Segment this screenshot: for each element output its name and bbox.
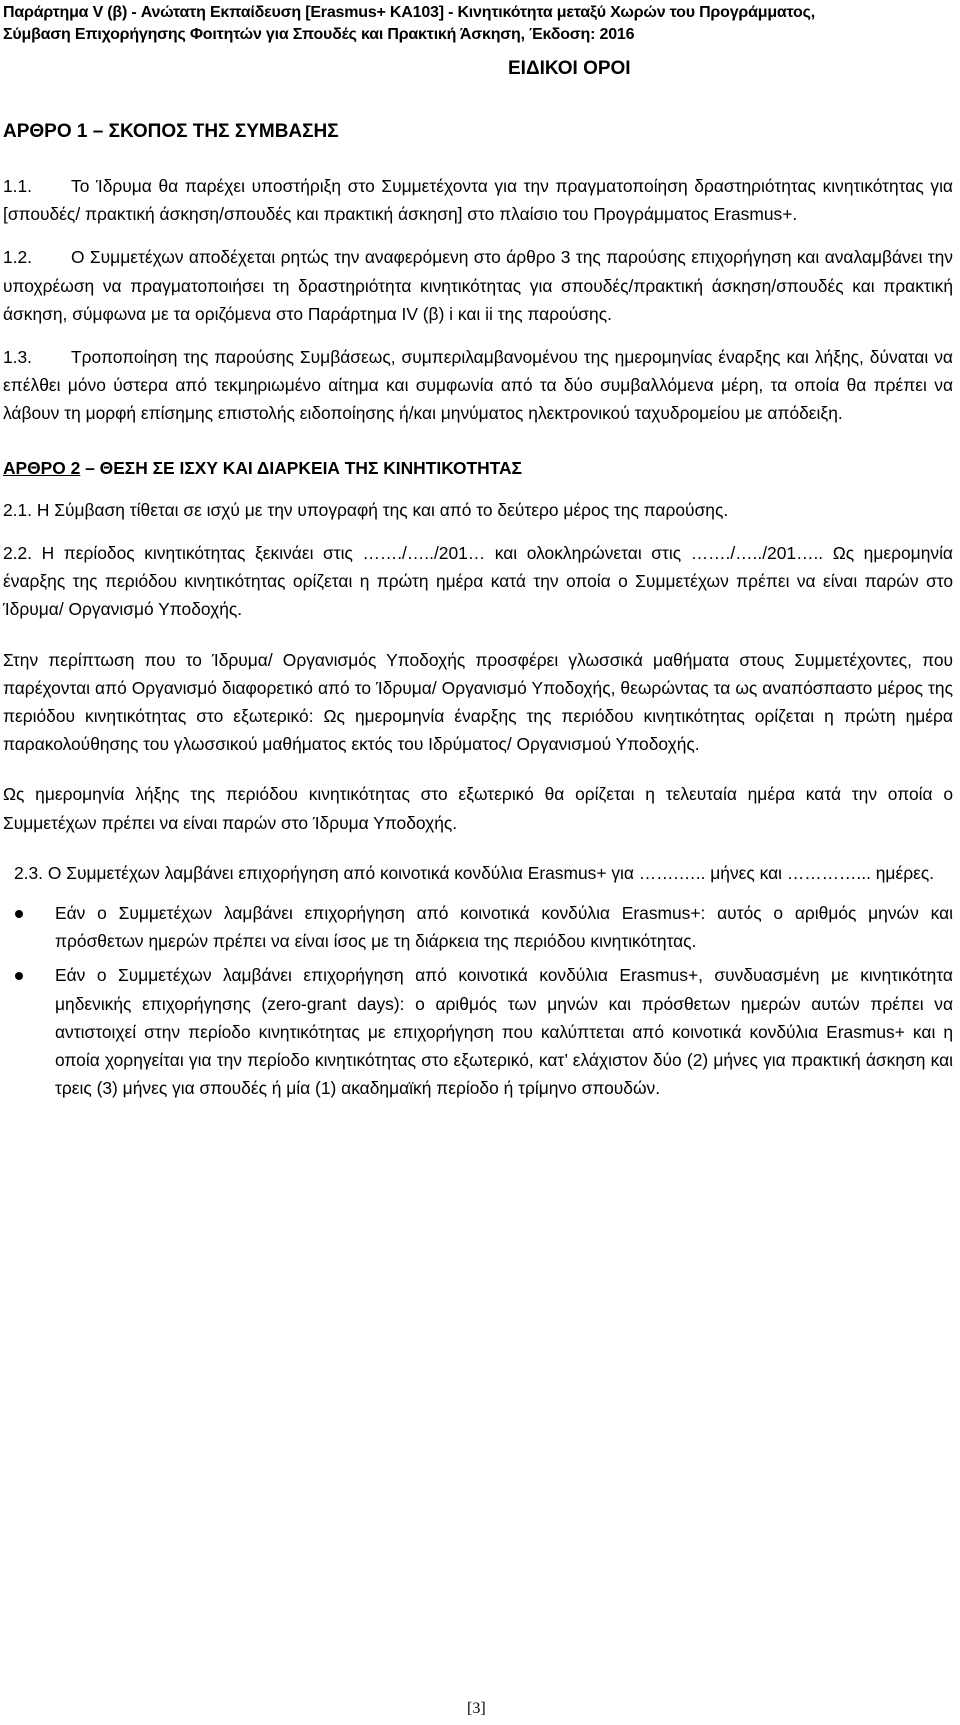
article-2-title: [3, 454, 953, 482]
clause-2-2: 2.2. Η περίοδος κινητικότητας ξεκινάει στις ……./…../201… και ολοκληρώνεται στις ……./…../201….. Ως ημερομηνία έναρξης της περιόδου κινητικότητας ορίζεται η πρώτη ημέρα κατά την οποία ο Συμμετέχων πρέπει να είναι παρών στο Ίδρυμα/ Οργανισμό Υποδοχής.: [3, 543, 953, 620]
clause-text: Ο Συμμετέχων αποδέχεται ρητώς την αναφερόμενη στο άρθρο 3 της παρούσης επιχορήγηση και αναλαμβάνει την υποχρέωση να πραγματοποιήσει τη δραστηριότητα κινητικότητας για σπουδές/πρακτική άσκηση/σπουδές και πρακτική άσκηση, σύμφωνα με τα οριζόμενα στο Παράρτημα IV (β) i και ii της παρούσης.: [3, 247, 953, 324]
article-1-title: ΑΡΘΡΟ 1 – ΣΚΟΠΟΣ ΤΗΣ ΣΥΜΒΑΣΗΣ: [3, 121, 339, 142]
list-item: [3, 899, 953, 955]
article-2-title-prefix: ΑΡΘΡΟ 2: [3, 457, 81, 478]
clause-2-3: 2.3. Ο Συμμετέχων λαμβάνει επιχορήγηση από κοινοτικά κονδύλια Erasmus+ για …….….. μήνες και …………... ημέρες.: [14, 862, 935, 883]
header-line-2: Σύμβαση Επιχορήγησης Φοιτητών για Σπουδές και Πρακτική Άσκηση, Έκδοση: 2016: [3, 26, 635, 43]
clause-number: 1.1.: [3, 176, 33, 196]
document-body: [3, 172, 953, 1102]
end-date-paragraph: Ως ημερομηνία λήξης της περιόδου κινητικότητας στο εξωτερικό θα ορίζεται η τελευταία ημέρα κατά την οποία ο Συμμετέχων πρέπει να είναι παρών στο Ίδρυμα Υποδοχής.: [3, 784, 953, 833]
bullet-icon: [15, 910, 23, 918]
article-2-title-rest: – ΘΕΣΗ ΣΕ ΙΣΧΥ ΚΑΙ ΔΙΑΡΚΕΙΑ ΤΗΣ ΚΙΝΗΤΙΚΟΤΗΤΑΣ: [80, 457, 522, 478]
special-terms-heading: ΕΙΔΙΚΟΙ ΟΡΟΙ: [508, 58, 631, 79]
clause-2-1: 2.1. Η Σύμβαση τίθεται σε ισχύ με την υπογραφή της και από το δεύτερο μέρος της παρούσης.: [3, 499, 729, 520]
list-item: [3, 961, 953, 1102]
list-item-text: Εάν ο Συμμετέχων λαμβάνει επιχορήγηση από κοινοτικά κονδύλια Erasmus+, συνδυασμένη με κινητικότητα μηδενικής επιχορήγησης (zero-grant days): ο αριθμός των μηνών και πρόσθετων ημερών αυτών πρέπει να αντιστοιχεί στην περίοδο κινητικότητας με επιχορήγηση που καλύπτεται από κοινοτικά κονδύλια Erasmus+ και η οποία χορηγείται για την περίοδο κινητικότητας στο εξωτερικό, κατ’ ελάχιστον δύο (2) μήνες για πρακτική άσκηση και τρεις (3) μήνες για σπουδές ή μία (1) ακαδημαϊκή περίοδο ή τρίμηνο σπουδών.: [55, 965, 953, 1099]
header-line-1: Παράρτημα V (β) - Ανώτατη Εκπαίδευση [Erasmus+ KA103] - Κινητικότητα μεταξύ Χωρών του Προγράμματος,: [3, 4, 815, 21]
clause-text: Το Ίδρυμα θα παρέχει υποστήριξη στο Συμμετέχοντα για την πραγματοποίηση δραστηριότητας κινητικότητας για [σπουδές/ πρακτική άσκηση/σπουδές και πρακτική άσκηση] στο πλαίσιο του Προγράμματος Erasmus+.: [3, 176, 953, 225]
document-header: [3, 2, 953, 46]
clause-1-3: [3, 343, 953, 428]
bullet-icon: [15, 972, 23, 980]
clause-1-2: [3, 243, 953, 328]
clause-number: 1.2.: [3, 247, 33, 268]
clause-1-1: [3, 172, 953, 228]
clause-number: 1.3.: [3, 347, 33, 368]
list-item-text: Εάν ο Συμμετέχων λαμβάνει επιχορήγηση από κοινοτικά κονδύλια Erasmus+: αυτός ο αριθμός μηνών και πρόσθετων ημερών πρέπει να είναι ίσος με τη διάρκεια της περιόδου κινητικότητας.: [55, 903, 953, 952]
language-courses-paragraph: Στην περίπτωση που το Ίδρυμα/ Οργανισμός Υποδοχής προσφέρει γλωσσικά μαθήματα στους Συμμετέχοντες, που παρέχονται από Οργανισμό διαφορετικό από το Ίδρυμα/ Οργανισμό Υποδοχής, θεωρώντας τα ως αναπόσπαστο μέρος της περιόδου κινητικότητας στο εξωτερικό: Ως ημερομηνία έναρξης της περιόδου κινητικότητας ορίζεται η πρώτη ημέρα παρακολούθησης του γλωσσικού μαθήματος εκτός του Ιδρύματος/ Οργανισμού Υποδοχής.: [3, 649, 953, 755]
page-number: [3]: [467, 1700, 486, 1717]
grant-bullet-list: [3, 899, 953, 1102]
clause-text: Τροποποίηση της παρούσης Συμβάσεως, συμπεριλαμβανομένου της ημερομηνίας έναρξης και λήξης, δύναται να επέλθει μόνο ύστερα από τεκμηριωμένο αίτημα και συμφωνία από τα δύο συμβαλλόμενα μέρη, τα οποία θα πρέπει να λάβουν τη μορφή επίσημης επιστολής ειδοποίησης ή/και μηνύματος ηλεκτρονικού ταχυδρομείου με απόδειξη.: [3, 347, 953, 424]
